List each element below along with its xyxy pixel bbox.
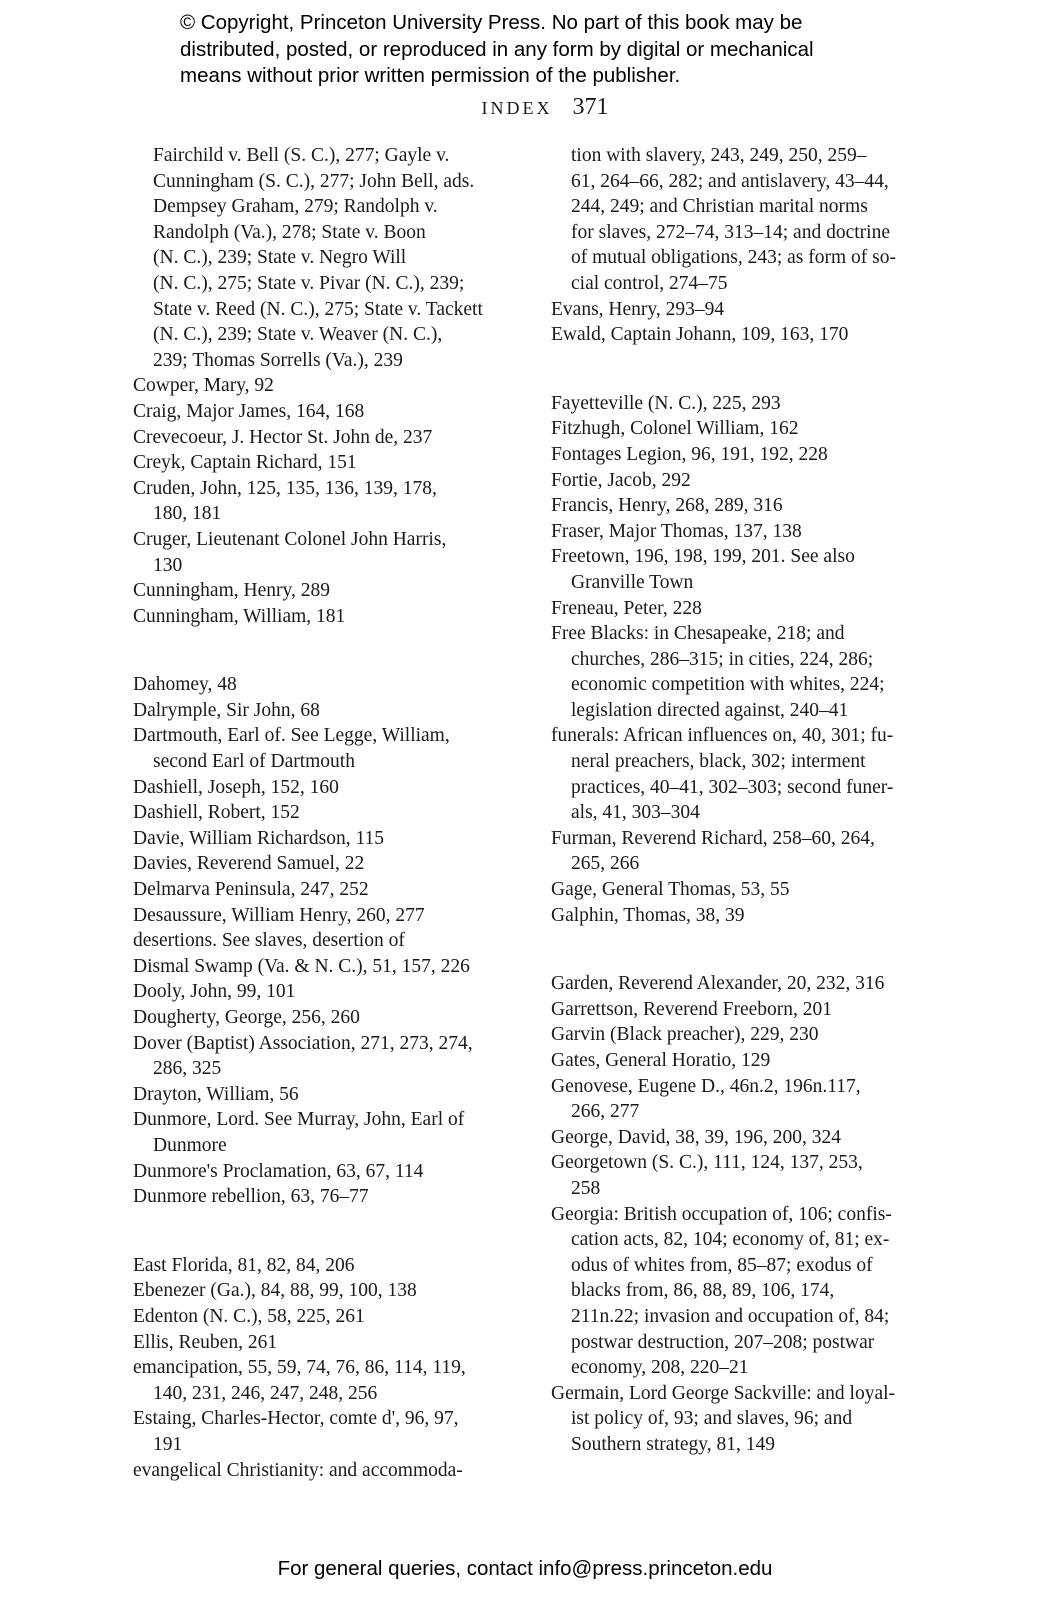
index-entry-continuation: 130 [153, 554, 183, 576]
index-entry: Dartmouth, Earl of. See Legge, William, [133, 725, 450, 747]
index-entry: Freetown, 196, 198, 199, 201. See also [551, 546, 855, 568]
footer-contact: For general queries, contact info@press.princeton.edu [277, 1557, 773, 1580]
index-entry-continuation: Dempsey Graham, 279; Randolph v. [153, 196, 438, 218]
index-entry-continuation: 61, 264–66, 282; and antislavery, 43–44, [571, 170, 889, 192]
index-entry: Georgetown (S. C.), 111, 124, 137, 253, [551, 1152, 863, 1174]
index-entry: Evans, Henry, 293–94 [551, 298, 725, 320]
index-entry: Cruger, Lieutenant Colonel John Harris, [133, 528, 447, 550]
index-entry: Dashiell, Robert, 152 [133, 802, 300, 824]
index-entry-continuation: postwar destruction, 207–208; postwar [571, 1331, 875, 1353]
index-entry-continuation: 258 [571, 1177, 601, 1199]
index-entry: Garvin (Black preacher), 229, 230 [551, 1024, 819, 1046]
index-entry: Garden, Reverend Alexander, 20, 232, 316 [551, 973, 885, 995]
page-number: 371 [572, 94, 609, 120]
index-entry-continuation: cial control, 274–75 [571, 272, 728, 294]
index-entry-continuation: economic competition with whites, 224; [571, 674, 885, 696]
index-entry-continuation: (N. C.), 275; State v. Pivar (N. C.), 239; [153, 272, 465, 294]
index-entry: Drayton, William, 56 [133, 1083, 299, 1105]
index-entry: Fortie, Jacob, 292 [551, 469, 691, 491]
index-entry: Ellis, Reuben, 261 [133, 1331, 278, 1353]
copyright-line: distributed, posted, or reproduced in any form by digital or mechanical [180, 37, 814, 61]
index-entry: desertions. See slaves, desertion of [133, 930, 405, 952]
copyright-line: means without prior written permission of the publisher. [180, 64, 681, 87]
index-entry-continuation: 286, 325 [153, 1058, 222, 1080]
index-entry: Free Blacks: in Chesapeake, 218; and [551, 623, 845, 645]
index-entry: Furman, Reverend Richard, 258–60, 264, [551, 827, 875, 849]
index-entry: Georgia: British occupation of, 106; confis- [551, 1203, 892, 1225]
index-entry-continuation: 180, 181 [153, 503, 222, 525]
index-entry-continuation: 140, 231, 246, 247, 248, 256 [153, 1382, 378, 1404]
index-entry: Ebenezer (Ga.), 84, 88, 99, 100, 138 [133, 1280, 417, 1302]
index-entry: Germain, Lord George Sackville: and loyal- [551, 1382, 896, 1404]
index-entry: Fitzhugh, Colonel William, 162 [551, 418, 799, 440]
index-entry-continuation: 191 [153, 1433, 183, 1455]
section-gap [551, 928, 956, 971]
index-entry: Edenton (N. C.), 58, 225, 261 [133, 1305, 365, 1327]
index-entry: Dooly, John, 99, 101 [133, 981, 296, 1003]
index-entry-continuation: 244, 249; and Christian marital norms [571, 196, 868, 218]
index-entry-continuation: (N. C.), 239; State v. Weaver (N. C.), [153, 324, 443, 346]
index-entry-continuation: cation acts, 82, 104; economy of, 81; ex- [571, 1229, 890, 1251]
index-entry: East Florida, 81, 82, 84, 206 [133, 1254, 355, 1276]
index-entry-continuation: (N. C.), 239; State v. Negro Will [153, 247, 407, 269]
index-entry: Ewald, Captain Johann, 109, 163, 170 [551, 324, 849, 346]
index-entry: Delmarva Peninsula, 247, 252 [133, 879, 369, 901]
index-entry: Gates, General Horatio, 129 [551, 1050, 771, 1071]
index-entry: Dunmore rebellion, 63, 76–77 [133, 1186, 369, 1208]
index-entry: Creyk, Captain Richard, 151 [133, 452, 357, 474]
index-entry-continuation: second Earl of Dartmouth [153, 751, 355, 773]
index-entry: Cunningham, Henry, 289 [133, 580, 330, 602]
index-entry: Dahomey, 48 [133, 674, 237, 696]
index-column-left [133, 143, 533, 1483]
section-gap [133, 629, 533, 672]
index-entry: emancipation, 55, 59, 74, 76, 86, 114, 119, [133, 1357, 466, 1379]
index-entry-continuation: legislation directed against, 240–41 [571, 699, 849, 721]
index-entry: tion with slavery, 243, 249, 250, 259– [571, 145, 867, 166]
index-entry: Desaussure, William Henry, 260, 277 [133, 904, 425, 926]
index-entry: Davies, Reverend Samuel, 22 [133, 853, 365, 875]
index-entry-continuation: odus of whites from, 85–87; exodus of [571, 1254, 873, 1276]
copyright-line: © Copyright, Princeton University Press. No part of this book may be [180, 11, 803, 34]
index-entry-continuation: churches, 286–315; in cities, 224, 286; [571, 648, 874, 670]
copyright-notice [180, 10, 940, 90]
index-entry-continuation: Randolph (Va.), 278; State v. Boon [153, 221, 426, 243]
index-entry: Cunningham, William, 181 [133, 605, 346, 627]
index-entry-continuation: 266, 277 [571, 1101, 640, 1123]
index-entry: Galphin, Thomas, 38, 39 [551, 904, 745, 926]
index-entry-continuation: for slaves, 272–74, 313–14; and doctrine [571, 221, 890, 243]
index-entry-continuation: 265, 266 [571, 853, 640, 875]
index-entry: Fontages Legion, 96, 191, 192, 228 [551, 443, 828, 465]
index-entry: Davie, William Richardson, 115 [133, 827, 385, 849]
index-column-right [551, 143, 956, 1458]
index-entry-continuation: practices, 40–41, 302–303; second funer- [571, 776, 894, 798]
index-entry: George, David, 38, 39, 196, 200, 324 [551, 1126, 841, 1148]
index-entry: Cowper, Mary, 92 [133, 375, 274, 397]
index-entry: Cruden, John, 125, 135, 136, 139, 178, [133, 477, 437, 499]
index-entry: Dalrymple, Sir John, 68 [133, 699, 320, 721]
page-header [0, 94, 1050, 121]
index-entry: Fairchild v. Bell (S. C.), 277; Gayle v. [153, 145, 450, 166]
index-entry: Garrettson, Reverend Freeborn, 201 [551, 998, 833, 1020]
index-entry: Freneau, Peter, 228 [551, 597, 702, 619]
index-entry-continuation: Dunmore [153, 1134, 227, 1156]
index-entry-continuation: 211n.22; invasion and occupation of, 84; [571, 1305, 890, 1327]
index-entry-continuation: Southern strategy, 81, 149 [571, 1433, 775, 1455]
index-entry: Dunmore's Proclamation, 63, 67, 114 [133, 1160, 424, 1182]
index-entry: Francis, Henry, 268, 289, 316 [551, 495, 783, 517]
index-entry: Fayetteville (N. C.), 225, 293 [551, 392, 781, 414]
index-entry: funerals: African influences on, 40, 301; fu- [551, 725, 894, 747]
index-entry-continuation: Granville Town [571, 571, 694, 593]
index-entry-continuation: 239; Thomas Sorrells (Va.), 239 [153, 349, 403, 371]
section-gap [133, 1210, 533, 1253]
index-entry: Craig, Major James, 164, 168 [133, 400, 365, 422]
index-entry-continuation: ist policy of, 93; and slaves, 96; and [571, 1408, 853, 1430]
section-gap [551, 348, 956, 391]
index-entry-continuation: neral preachers, black, 302; interment [571, 751, 866, 773]
running-head: INDEX [481, 98, 553, 118]
index-entry: Dashiell, Joseph, 152, 160 [133, 776, 339, 798]
index-entry-continuation: Cunningham (S. C.), 277; John Bell, ads. [153, 170, 475, 192]
index-entry: Gage, General Thomas, 53, 55 [551, 879, 790, 901]
index-entry-continuation: of mutual obligations, 243; as form of so- [571, 247, 896, 269]
index-entry: Crevecoeur, J. Hector St. John de, 237 [133, 426, 433, 448]
index-entry: Estaing, Charles-Hector, comte d', 96, 97, [133, 1408, 459, 1430]
index-entry-continuation: als, 41, 303–304 [571, 802, 700, 824]
index-entry: evangelical Christianity: and accommoda- [133, 1459, 463, 1481]
index-entry: Dismal Swamp (Va. & N. C.), 51, 157, 226 [133, 955, 470, 977]
index-entry: Dunmore, Lord. See Murray, John, Earl of [133, 1109, 465, 1131]
index-entry: Genovese, Eugene D., 46n.2, 196n.117, [551, 1075, 861, 1097]
index-entry-continuation: economy, 208, 220–21 [571, 1357, 749, 1379]
index-entry: Dover (Baptist) Association, 271, 273, 274, [133, 1032, 473, 1054]
index-entry-continuation: blacks from, 86, 88, 89, 106, 174, [571, 1280, 835, 1302]
index-entry-continuation: State v. Reed (N. C.), 275; State v. Tackett [153, 298, 483, 320]
index-entry: Dougherty, George, 256, 260 [133, 1007, 360, 1028]
index-entry: Fraser, Major Thomas, 137, 138 [551, 520, 802, 542]
